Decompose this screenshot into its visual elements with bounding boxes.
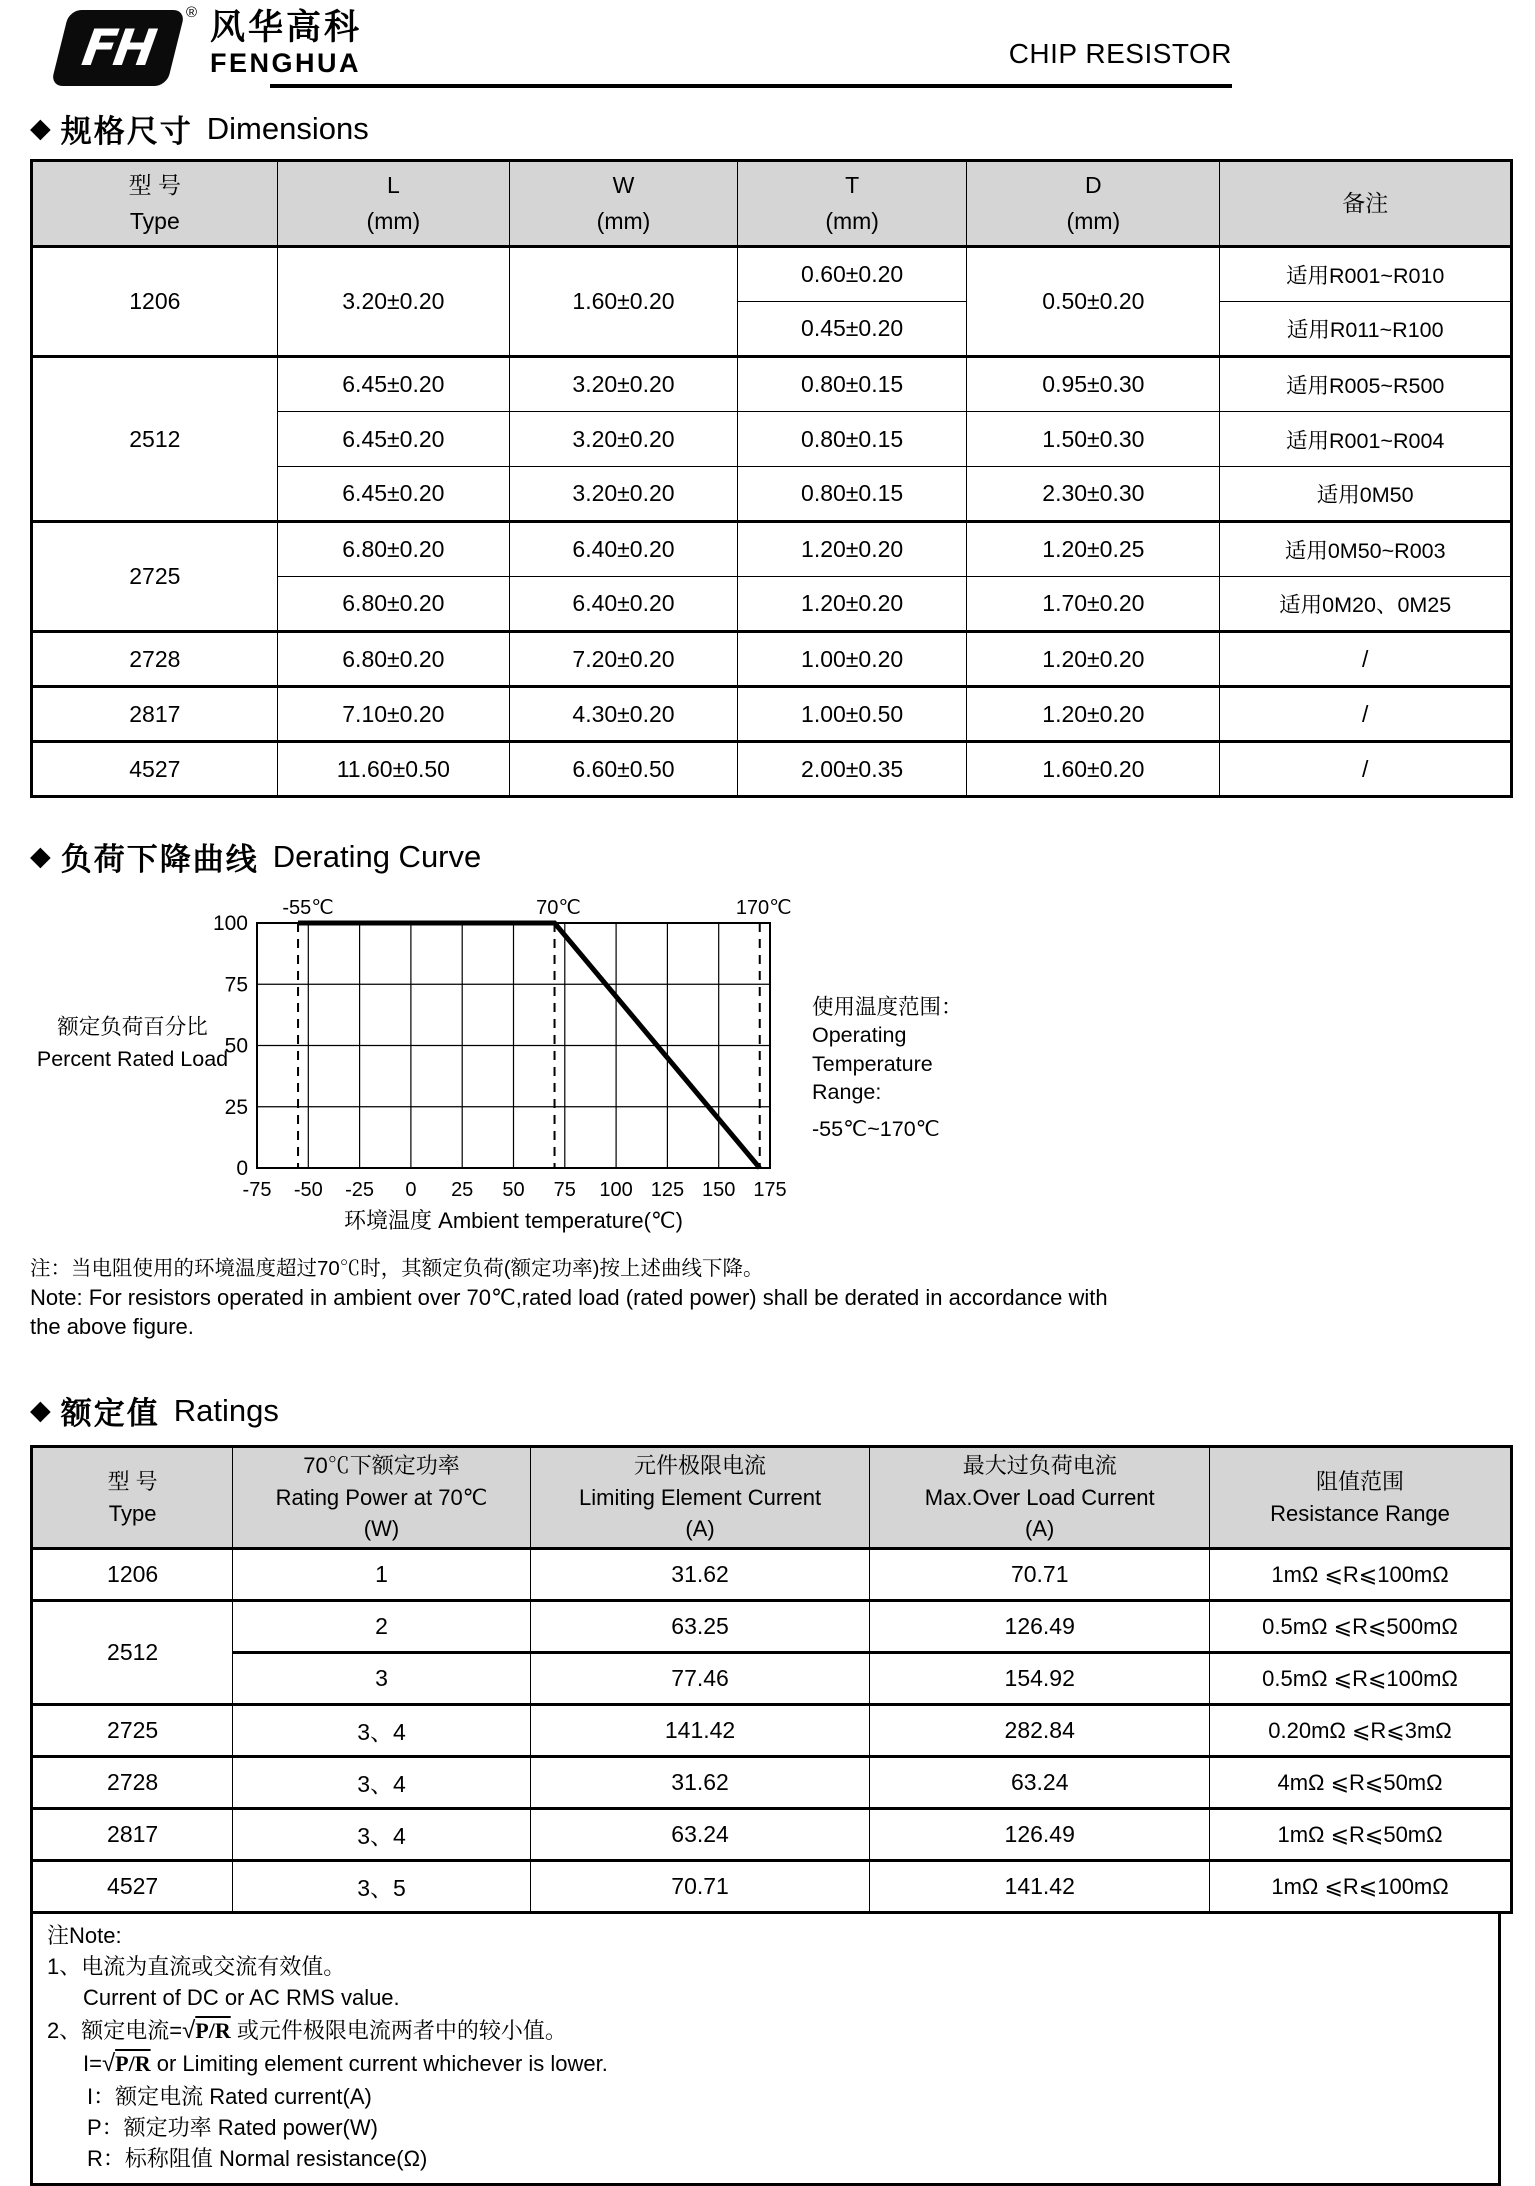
- rat-resistance-range: 1mΩ ⩽R⩽100mΩ: [1210, 1861, 1512, 1913]
- rat-limit-current: 31.62: [530, 1549, 870, 1601]
- dim-W: 3.20±0.20: [510, 467, 738, 522]
- derating-note-en1: Note: For resistors operated in ambient over 70℃,rated load (rated power) shall be derated in accordance with: [30, 1284, 1108, 1310]
- sqrt-formula: P/R: [195, 2017, 231, 2043]
- rat-power: 1: [233, 1549, 530, 1601]
- op-range-value: -55℃~170℃: [812, 1116, 940, 1141]
- dim-T: 1.00±0.50: [737, 687, 966, 742]
- rat-overload-current: 63.24: [870, 1757, 1210, 1809]
- op-range-line: Range:: [812, 1080, 882, 1105]
- dim-type: 4527: [32, 742, 278, 797]
- dim-T: 1.00±0.20: [737, 632, 966, 687]
- dim-T: 0.45±0.20: [737, 302, 966, 357]
- ratings-title-en: Ratings: [173, 1392, 279, 1428]
- col-header-overload-current: 最大过负荷电流 Max.Over Load Current (A): [870, 1447, 1210, 1549]
- dim-type: 2817: [32, 687, 278, 742]
- logo-name-english: FENGHUA: [210, 47, 361, 78]
- col-header-limiting-current: 元件极限电流 Limiting Element Current (A): [530, 1447, 870, 1549]
- dim-remark: 适用R001~R010: [1220, 247, 1512, 302]
- dim-L: 6.80±0.20: [277, 577, 509, 632]
- svg-text:70℃: 70℃: [536, 897, 581, 919]
- dim-W: 6.40±0.20: [510, 577, 738, 632]
- svg-text:125: 125: [650, 1179, 685, 1201]
- rat-overload-current: 154.92: [870, 1653, 1210, 1705]
- col-header-type: 型 号 Type: [32, 161, 278, 247]
- rat-type: 2512: [32, 1601, 233, 1705]
- rat-limit-current: 77.46: [530, 1653, 870, 1705]
- ratings-table: [30, 1445, 1513, 1914]
- dimensions-title-en: Dimensions: [206, 110, 369, 146]
- dim-D: 1.50±0.30: [967, 412, 1220, 467]
- dim-remark: 适用0M50~R003: [1220, 522, 1512, 577]
- logo-fh-monogram: FH: [78, 19, 158, 77]
- rat-power: 2: [233, 1601, 530, 1653]
- rat-limit-current: 70.71: [530, 1861, 870, 1913]
- dim-L: 6.45±0.20: [277, 412, 509, 467]
- col-header-L: L (mm): [277, 161, 509, 247]
- footnote-1-cn: 1、电流为直流或交流有效值。: [47, 1954, 346, 1980]
- dim-L: 6.80±0.20: [277, 522, 509, 577]
- svg-text:100: 100: [212, 912, 248, 935]
- svg-text:0: 0: [405, 1179, 417, 1201]
- table-row: [32, 1601, 1512, 1653]
- dim-T: 0.80±0.15: [737, 412, 966, 467]
- dim-T: 2.00±0.35: [737, 742, 966, 797]
- table-row: [32, 1809, 1512, 1861]
- svg-text:-50: -50: [293, 1179, 323, 1201]
- col-header-resistance-range: 阻值范围 Resistance Range: [1210, 1447, 1512, 1549]
- rat-resistance-range: 1mΩ ⩽R⩽50mΩ: [1210, 1809, 1512, 1861]
- svg-text:25: 25: [451, 1179, 474, 1201]
- header-divider: [270, 84, 1232, 88]
- svg-text:75: 75: [553, 1179, 576, 1201]
- dim-type: 2728: [32, 632, 278, 687]
- dim-D: 1.20±0.25: [967, 522, 1220, 577]
- rat-limit-current: 63.24: [530, 1809, 870, 1861]
- svg-text:环境温度 Ambient temperature(℃): 环境温度 Ambient temperature(℃): [344, 1208, 683, 1233]
- svg-text:175: 175: [753, 1179, 787, 1201]
- dim-W: 4.30±0.20: [510, 687, 738, 742]
- rat-type: 2728: [32, 1757, 233, 1809]
- rat-overload-current: 126.49: [870, 1601, 1210, 1653]
- dim-T: 1.20±0.20: [737, 577, 966, 632]
- op-range-line: 使用温度范围：: [812, 995, 963, 1019]
- svg-text:50: 50: [224, 1034, 248, 1058]
- col-header-W: W (mm): [510, 161, 738, 247]
- table-row: [32, 522, 1512, 577]
- dim-W: 6.60±0.50: [510, 742, 738, 797]
- footnote-I: I：额定电流 Rated current(A): [87, 2083, 372, 2109]
- section-title-derating: [30, 834, 1535, 879]
- svg-text:100: 100: [599, 1179, 633, 1201]
- rat-limit-current: 141.42: [530, 1705, 870, 1757]
- dim-L: 3.20±0.20: [277, 247, 509, 357]
- table-row: [32, 247, 1512, 302]
- footnote-P: P：额定功率 Rated power(W): [87, 2115, 378, 2141]
- diamond-bullet-icon: ◆: [30, 1395, 51, 1426]
- dim-remark: /: [1220, 687, 1512, 742]
- dim-W: 3.20±0.20: [510, 357, 738, 412]
- rat-power: 3: [233, 1653, 530, 1705]
- rat-resistance-range: 4mΩ ⩽R⩽50mΩ: [1210, 1757, 1512, 1809]
- dim-D: 1.70±0.20: [967, 577, 1220, 632]
- rat-power: 3、4: [233, 1705, 530, 1757]
- dim-W: 6.40±0.20: [510, 522, 738, 577]
- rat-overload-current: 282.84: [870, 1705, 1210, 1757]
- dim-T: 0.60±0.20: [737, 247, 966, 302]
- dim-T: 1.20±0.20: [737, 522, 966, 577]
- dim-L: 6.80±0.20: [277, 632, 509, 687]
- rat-resistance-range: 1mΩ ⩽R⩽100mΩ: [1210, 1549, 1512, 1601]
- rat-overload-current: 141.42: [870, 1861, 1210, 1913]
- dim-remark: 适用0M20、0M25: [1220, 577, 1512, 632]
- svg-text:0: 0: [236, 1157, 248, 1180]
- table-row: [32, 1861, 1512, 1913]
- radical-sign: √: [101, 2050, 116, 2078]
- table-row: [32, 1705, 1512, 1757]
- derating-curve-plot: [210, 893, 830, 1241]
- svg-text:25: 25: [224, 1095, 248, 1119]
- rat-overload-current: 70.71: [870, 1549, 1210, 1601]
- dim-W: 1.60±0.20: [510, 247, 738, 357]
- dim-remark: 适用0M50: [1220, 467, 1512, 522]
- dim-D: 1.20±0.20: [967, 632, 1220, 687]
- svg-text:-55℃: -55℃: [282, 897, 334, 919]
- document-title: CHIP RESISTOR: [1008, 38, 1232, 69]
- derating-note-en2: the above figure.: [30, 1314, 194, 1340]
- derating-note: [30, 1255, 1535, 1342]
- dim-remark: /: [1220, 742, 1512, 797]
- registered-trademark-icon: ®: [186, 4, 198, 21]
- footnotes-box: [30, 1911, 1501, 2186]
- dimensions-header-row: [32, 161, 1512, 247]
- rat-overload-current: 126.49: [870, 1809, 1210, 1861]
- ratings-title-cn: 额定值: [60, 1396, 160, 1432]
- rat-limit-current: 63.25: [530, 1601, 870, 1653]
- footnote-2-en: I=√P/R or Limiting element current whichever is lower.: [83, 2050, 608, 2078]
- dim-T: 0.80±0.15: [737, 357, 966, 412]
- table-row: [32, 742, 1512, 797]
- page-header: [0, 0, 1535, 98]
- dimensions-table: [30, 159, 1513, 798]
- dim-D: 0.95±0.30: [967, 357, 1220, 412]
- dim-W: 7.20±0.20: [510, 632, 738, 687]
- dim-L: 7.10±0.20: [277, 687, 509, 742]
- svg-text:150: 150: [702, 1179, 736, 1201]
- table-row: [32, 632, 1512, 687]
- dim-L: 6.45±0.20: [277, 357, 509, 412]
- dim-remark: 适用R001~R004: [1220, 412, 1512, 467]
- col-header-rating-power: 70℃下额定功率 Rating Power at 70℃ (W): [233, 1447, 530, 1549]
- rat-power: 3、4: [233, 1809, 530, 1861]
- svg-text:-75: -75: [242, 1179, 272, 1201]
- op-range-line: Temperature: [812, 1051, 933, 1076]
- derating-note-cn: 注：当电阻使用的环境温度超过70℃时，其额定负荷(额定功率)按上述曲线下降。: [30, 1257, 764, 1280]
- svg-text:-25: -25: [345, 1179, 375, 1201]
- fenghua-logo-icon: [51, 10, 186, 86]
- rat-power: 3、5: [233, 1861, 530, 1913]
- dim-type: 2512: [32, 357, 278, 522]
- dim-remark: 适用R005~R500: [1220, 357, 1512, 412]
- dim-D: 0.50±0.20: [967, 247, 1220, 357]
- rat-resistance-range: 0.20mΩ ⩽R⩽3mΩ: [1210, 1705, 1512, 1757]
- dim-remark: 适用R011~R100: [1220, 302, 1512, 357]
- col-header-remark: 备注: [1220, 161, 1512, 247]
- dim-T: 0.80±0.15: [737, 467, 966, 522]
- dim-W: 3.20±0.20: [510, 412, 738, 467]
- derating-chart: [0, 893, 1535, 1241]
- dim-L: 11.60±0.50: [277, 742, 509, 797]
- svg-text:170℃: 170℃: [735, 897, 792, 919]
- dim-type: 1206: [32, 247, 278, 357]
- col-header-T: T (mm): [737, 161, 966, 247]
- rat-type: 1206: [32, 1549, 233, 1601]
- sqrt-formula: P/R: [115, 2051, 151, 2077]
- dimensions-title-cn: 规格尺寸: [60, 114, 193, 149]
- svg-text:75: 75: [224, 973, 248, 997]
- derating-title-cn: 负荷下降曲线: [60, 842, 259, 877]
- table-row: [32, 1653, 1512, 1705]
- footnote-title: 注Note:: [47, 1923, 122, 1949]
- ratings-header-row: [32, 1447, 1512, 1549]
- diamond-bullet-icon: ◆: [30, 113, 51, 143]
- rat-power: 3、4: [233, 1757, 530, 1809]
- col-header-D: D (mm): [967, 161, 1220, 247]
- y-axis-label: [30, 1011, 235, 1076]
- svg-text:50: 50: [502, 1179, 525, 1201]
- dim-type: 2725: [32, 522, 278, 632]
- table-row: [32, 687, 1512, 742]
- dim-D: 2.30±0.30: [967, 467, 1220, 522]
- rat-type: 2817: [32, 1809, 233, 1861]
- radical-sign: √: [182, 2016, 196, 2044]
- footnote-2-cn: 2、额定电流=√P/R 或元件极限电流两者中的较小值。: [47, 2016, 567, 2044]
- table-row: [32, 1549, 1512, 1601]
- footnote-1-en: Current of DC or AC RMS value.: [83, 1985, 400, 2011]
- table-row: [32, 1757, 1512, 1809]
- dim-D: 1.60±0.20: [967, 742, 1220, 797]
- section-title-ratings: [30, 1388, 1535, 1433]
- rat-resistance-range: 0.5mΩ ⩽R⩽100mΩ: [1210, 1653, 1512, 1705]
- rat-limit-current: 31.62: [530, 1757, 870, 1809]
- rat-resistance-range: 0.5mΩ ⩽R⩽500mΩ: [1210, 1601, 1512, 1653]
- dim-D: 1.20±0.20: [967, 687, 1220, 742]
- dim-remark: /: [1220, 632, 1512, 687]
- operating-range-text: [812, 993, 963, 1143]
- derating-title-en: Derating Curve: [272, 838, 482, 874]
- diamond-bullet-icon: ◆: [30, 841, 51, 871]
- col-header-type: 型 号 Type: [32, 1447, 233, 1549]
- table-row: [32, 357, 1512, 412]
- footnote-R: R：标称阻值 Normal resistance(Ω): [87, 2146, 428, 2172]
- dim-L: 6.45±0.20: [277, 467, 509, 522]
- y-axis-label-cn: 额定负荷百分比: [57, 1015, 208, 1039]
- logo-name-chinese: 风华高科: [210, 8, 363, 47]
- y-axis-label-en: Percent Rated Load: [36, 1047, 229, 1072]
- rat-type: 4527: [32, 1861, 233, 1913]
- op-range-line: Operating: [812, 1023, 907, 1048]
- rat-type: 2725: [32, 1705, 233, 1757]
- section-title-dimensions: [30, 106, 1535, 151]
